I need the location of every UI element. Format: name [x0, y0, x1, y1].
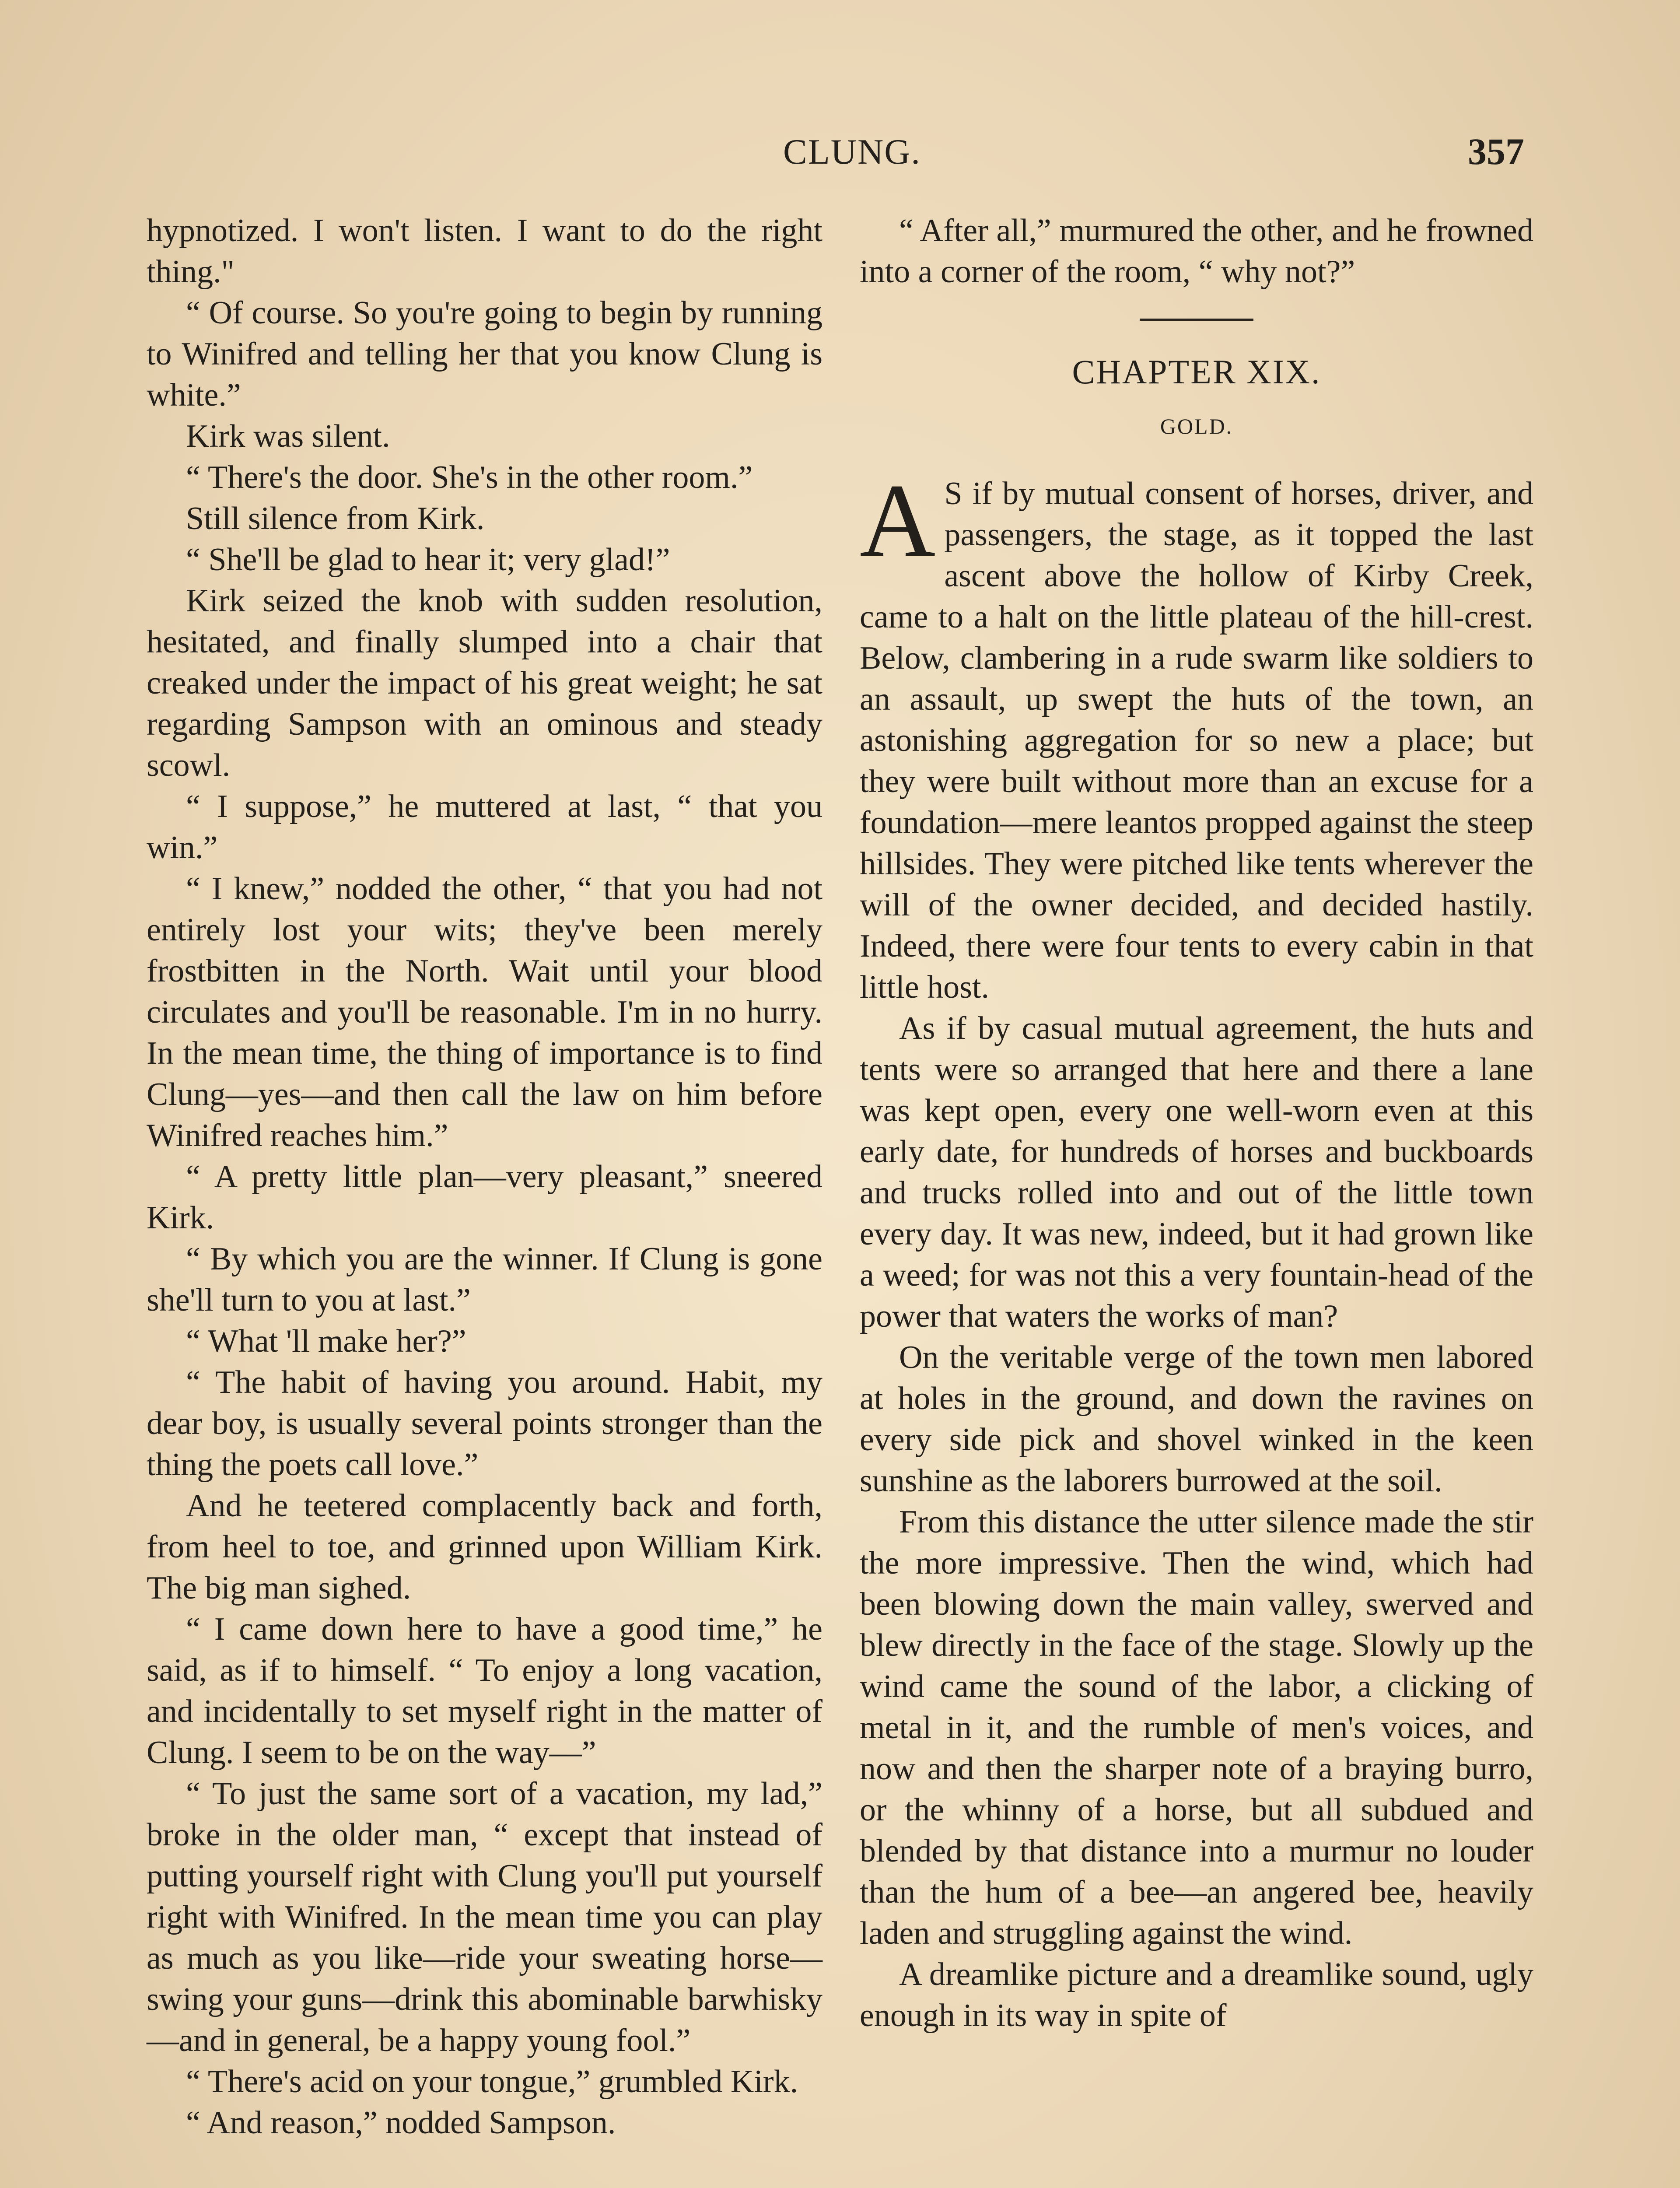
- paragraph: “ Of course. So you're going to begin by running to Winifred and telling her that you know Clung is white.”: [147, 295, 822, 413]
- paragraph: “ To just the same sort of a vacation, my lad,” broke in the older man, “ except that instead of putting yourself right with Clung you'll put yourself right with Winifred. In the mean time you can play as much as you like—ride your sweating horse—swing your guns—drink this abominable barwhisky—and in general, be a happy young fool.”: [147, 1776, 822, 2058]
- drop-cap: A: [860, 462, 936, 579]
- paragraph: hypnotized. I won't listen. I want to do the right thing.": [147, 213, 822, 290]
- section-divider: [1140, 319, 1253, 321]
- paragraph: From this distance the utter silence made the stir the more impressive. Then the wind, which had been blowing down the main valley, swerved and blew directly in the face of the stage. Slowly up the wind came the sound of the labor, a clicking of metal in it, and the rumble of men's voices, and now and then the sharper note of a braying burro, or the whinny of a horse, but all subdued and blended by that distance into a murmur no louder than the hum of a bee—an angered bee, heavily laden and struggling against the wind.: [860, 1504, 1533, 1951]
- paragraph: “ She'll be glad to hear it; very glad!”: [186, 542, 670, 578]
- chapter-opening-paragraph: [860, 462, 1533, 1008]
- paragraph: “ There's acid on your tongue,” grumbled Kirk.: [186, 2064, 798, 2100]
- chapter-title: CHAPTER XIX.: [1072, 353, 1321, 391]
- paragraph: “ I came down here to have a good time,” he said, as if to himself. “ To enjoy a long vacation, and incidentally to set myself right in the matter of Clung. I seem to be on the way—”: [147, 1611, 822, 1771]
- left-column: [147, 210, 822, 2143]
- running-title: CLUNG.: [783, 132, 921, 172]
- paragraph: “ There's the door. She's in the other room.”: [186, 459, 753, 495]
- paragraph: Kirk seized the knob with sudden resolution, hesitated, and finally slumped into a chair that creaked under the impact of his great weight; he sat regarding Sampson with an ominous and steady scowl.: [147, 583, 822, 783]
- right-column: [860, 210, 1533, 2036]
- paragraph: And he teetered complacently back and forth, from heel to toe, and grinned upon William Kirk. The big man sighed.: [147, 1488, 822, 1606]
- paragraph: “ A pretty little plan—very pleasant,” sneered Kirk.: [147, 1159, 822, 1236]
- paragraph: Still silence from Kirk.: [186, 501, 485, 536]
- paragraph: “ After all,” murmured the other, and he frowned into a corner of the room, “ why not?”: [860, 213, 1533, 290]
- paragraph: As if by casual mutual agreement, the huts and tents were so arranged that here and there a lane was kept open, every one well-worn even at this early date, for hundreds of horses and buckboards and trucks rolled into and out of the little town every day. It was new, indeed, but it had grown like a weed; for was not this a very fountain-head of the power that waters the works of man?: [860, 1010, 1533, 1334]
- paragraph: “ The habit of having you around. Habit, my dear boy, is usually several points stronger than the thing the poets call love.”: [147, 1364, 822, 1483]
- paragraph: “ By which you are the winner. If Clung is gone she'll turn to you at last.”: [147, 1241, 822, 1318]
- paragraph: A dreamlike picture and a dreamlike sound, ugly enough in its way in spite of: [860, 1957, 1533, 2034]
- chapter-subtitle: GOLD.: [1160, 414, 1233, 438]
- paragraph: “ I suppose,” he muttered at last, “ that you win.”: [147, 789, 822, 866]
- paragraph: “ I knew,” nodded the other, “ that you had not entirely lost your wits; they've been merely frostbitten in the North. Wait until your blood circulates and you'll be reasonable. I'm in no hurry. In the mean time, the thing of importance is to find Clung—yes—and then call the law on him before Winifred reaches him.”: [147, 871, 822, 1154]
- paragraph: On the veritable verge of the town men labored at holes in the ground, and down the ravines on every side pick and shovel winked in the keen sunshine as the laborers burrowed at the soil.: [860, 1339, 1533, 1499]
- page-header: [0, 131, 1680, 179]
- paragraph: “ And reason,” nodded Sampson.: [186, 2105, 616, 2141]
- opening-text: S if by mutual consent of horses, driver, and passengers, the stage, as it topped the last ascent above the hollow of Kirby Creek, came to a halt on the little plateau of the hill-crest. Below, clambering in a rude swarm like soldiers to an assault, up swept the huts of the town, an astonishing aggregation for so new a place; but they were built without more than an excuse for a foundation—mere leantos propped against the steep hillsides. They were pitched like tents wherever the will of the owner decided, and decided hastily. Indeed, there were four tents to every cabin in that little host.: [860, 476, 1533, 1005]
- paragraph: “ What 'll make her?”: [186, 1323, 466, 1359]
- page-number: 357: [1468, 130, 1524, 172]
- paragraph: Kirk was silent.: [186, 418, 390, 454]
